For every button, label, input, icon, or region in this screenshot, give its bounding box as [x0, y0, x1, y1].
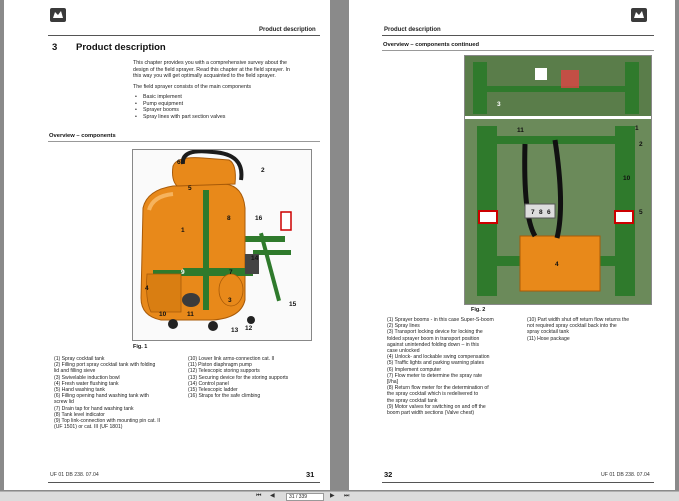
callout-label: 9 — [181, 269, 185, 276]
callout-label: 14 — [251, 255, 259, 262]
prev-page-button[interactable]: ◀ — [270, 493, 275, 499]
legend-item: (4) Unlock- and lockable swing compensation — [387, 354, 490, 361]
legend-item: (2) Filling port spray cocktail tank with folding — [54, 362, 156, 369]
page-number: 32 — [384, 470, 393, 479]
legend-item: folded sprayer boom in transport position — [387, 335, 480, 342]
legend-item: not required spray cocktail back into the — [527, 323, 617, 330]
legend-item: (10) Lower link arms-connection cat. II — [188, 356, 275, 362]
figure-2-sprayer-rear — [464, 55, 652, 305]
legend-item: (1) Spray cocktail tank — [54, 356, 105, 362]
page-number: 31 — [306, 470, 315, 479]
section-title: Overview – components — [49, 133, 116, 139]
legend-item: (11) Piston diaphragm pump — [188, 362, 252, 369]
callout-label: 16 — [255, 215, 263, 222]
list-item: • Spray lines with part section valves — [135, 114, 225, 121]
callout-label: 12 — [245, 325, 253, 332]
legend-item: lid and filling sieve — [54, 368, 96, 375]
callout-label: 2 — [261, 167, 265, 174]
page-footer: UF 01 DB 238. 07.04 — [601, 472, 650, 478]
callout-label: 6 — [177, 159, 181, 166]
callout-label: 11 — [517, 127, 524, 134]
footer-rule — [48, 482, 320, 483]
callout-label: 1 — [635, 125, 639, 132]
first-page-button[interactable]: ⏮ — [256, 493, 262, 499]
legend-item: (7) Drain tap for hand washing tank — [54, 405, 134, 412]
legend-item: (7) Flow meter to determine the spray rate — [387, 372, 483, 379]
legend-item: (15) Telescopic ladder — [188, 387, 238, 394]
callout-label: 4 — [555, 261, 559, 268]
document-page-right — [349, 0, 675, 490]
chapter-number: 3 — [52, 42, 58, 53]
legend-item: (16) Straps for the safe climbing — [188, 393, 261, 400]
legend-list-right — [188, 356, 324, 399]
callout-label: 3 — [228, 297, 232, 304]
callout-label: 5 — [639, 209, 643, 216]
legend-item: (9) Motor valves for switching on and off the — [387, 403, 486, 410]
list-item: • Sprayer booms — [135, 107, 225, 114]
intro-line: this way you will get optimally acquainted to the field sprayer. — [133, 73, 276, 80]
callout-label: 5 — [188, 185, 192, 192]
legend-item: [l/ha] — [387, 379, 399, 386]
header-rule — [48, 35, 320, 36]
legend-item: (6) Implement computer — [387, 366, 442, 373]
callout-label: 2 — [639, 141, 643, 148]
page-header: Product description — [384, 27, 441, 33]
components-intro: The field sprayer consists of the main components — [133, 84, 252, 90]
intro-paragraph — [133, 60, 323, 80]
legend-item: (3) Swivelable induction bowl — [54, 374, 120, 381]
legend-item: (9) Top link-connection with mounting pin cat. II — [54, 418, 161, 425]
callout-label: 3 — [497, 101, 501, 108]
callout-label: 15 — [289, 301, 297, 308]
section-rule — [48, 141, 320, 142]
figure-1-sprayer — [132, 149, 312, 341]
component-list — [135, 94, 225, 120]
page-number-input[interactable]: 31 / 339 — [286, 493, 324, 501]
callout-label: 4 — [145, 285, 149, 292]
legend-item: (10) Part width shut off return flow returns the — [527, 317, 630, 323]
legend-list-right — [527, 317, 669, 342]
legend-item: (2) Spray lines — [387, 323, 420, 330]
legend-item: against unintended folding down – in this — [387, 341, 480, 348]
legend-item: (13) Securing device for the storing supports — [188, 374, 289, 381]
figure-caption: Fig. 2 — [471, 307, 486, 313]
legend-item: (4) Fresh water flushing tank — [54, 380, 119, 387]
brand-logo-icon — [50, 8, 66, 22]
footer-rule — [382, 482, 654, 483]
legend-item: (11) Hose package — [527, 335, 570, 342]
header-rule — [382, 35, 654, 36]
last-page-button[interactable]: ⏭ — [344, 493, 350, 499]
list-item: • Basic implement — [135, 94, 225, 101]
callout-label: 10 — [623, 175, 631, 182]
legend-item: boom part width sections (Valve chest) — [387, 410, 475, 417]
callout-label: 11 — [187, 311, 194, 318]
legend-item: (12) Telescopic storing supports — [188, 368, 260, 375]
legend-item: (8) Tank level indicator — [54, 411, 105, 418]
section-rule — [382, 50, 654, 51]
legend-item: (6) Filling opening hand washing tank with — [54, 393, 149, 400]
next-page-button[interactable]: ▶ — [330, 493, 335, 499]
legend-item: (3) Transport locking device for locking the — [387, 329, 483, 336]
callout-label: 8 — [539, 209, 543, 216]
legend-item: screw lid — [54, 399, 74, 406]
callout-label: 10 — [159, 311, 167, 318]
list-item: • Pump equipment — [135, 101, 225, 108]
callout-label: 1 — [181, 227, 185, 234]
callout-label: 6 — [547, 209, 551, 216]
sprayer-illustration — [133, 150, 311, 340]
legend-item: (8) Return flow meter for the determination of — [387, 385, 489, 392]
legend-item: (5) Traffic lights and parking warning plates — [387, 360, 485, 367]
legend-item: spray cocktail tank — [527, 329, 569, 336]
callout-label: 7 — [531, 209, 535, 216]
legend-item: (14) Control panel — [188, 380, 229, 387]
callout-label: 8 — [227, 215, 231, 222]
section-title: Overview – components continued — [383, 42, 479, 48]
legend-item: case unlocked — [387, 348, 420, 355]
callout-label: 13 — [231, 327, 239, 334]
legend-list-left — [54, 356, 186, 430]
figure-caption: Fig. 1 — [133, 344, 148, 350]
legend-item: (5) Hand washing tank — [54, 387, 105, 394]
intro-line: This chapter provides you with a comprehensive survey about the — [133, 60, 287, 66]
chapter-title: Product description — [76, 42, 166, 53]
brand-logo-icon — [631, 8, 647, 22]
legend-list-left — [387, 317, 525, 416]
legend-item: (UF 1501) or cat. III (UF 1801) — [54, 424, 123, 431]
document-page-left — [4, 0, 330, 490]
page-header: Product description — [259, 27, 316, 33]
legend-item: the spray cocktail tank — [387, 397, 438, 404]
legend-item: the spray cocktail which is redelivered to — [387, 391, 479, 398]
intro-line: design of the field sprayer. Read this chapter at the field sprayer. In — [133, 66, 290, 73]
callout-label: 7 — [229, 269, 233, 276]
page-footer: UF 01 DB 238. 07.04 — [50, 472, 99, 478]
legend-item: (1) Sprayer booms - in this case Super-S-boom — [387, 317, 494, 323]
sprayer-rear-illustration — [465, 56, 651, 304]
